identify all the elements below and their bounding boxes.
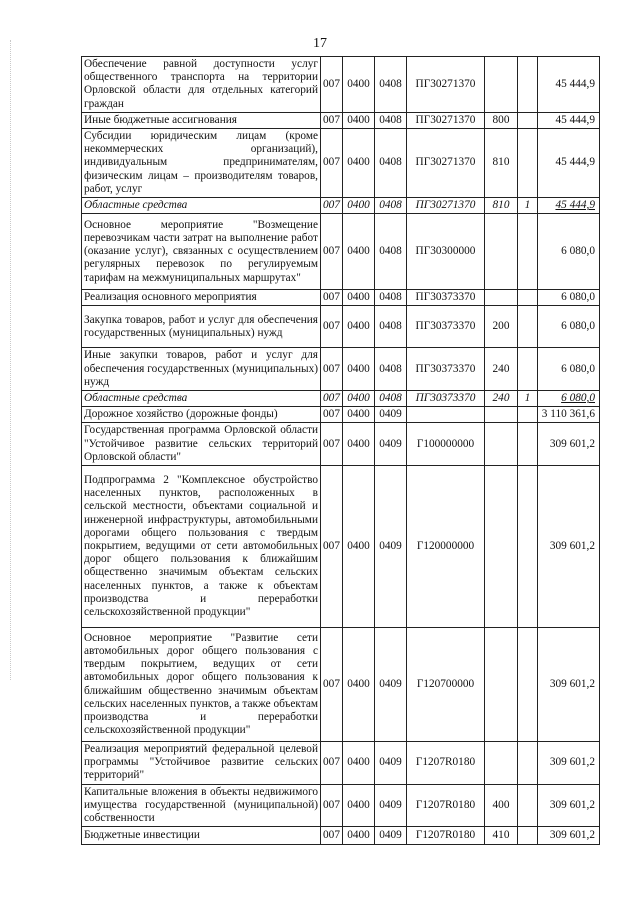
row-amount: 309 601,2 <box>538 742 600 785</box>
row-section: 0400 <box>343 391 375 407</box>
table-row <box>82 827 600 845</box>
table-row <box>82 198 600 214</box>
row-subsection: 0409 <box>375 628 407 742</box>
row-grbs: 007 <box>321 348 343 391</box>
table-row <box>82 290 600 306</box>
row-section: 0400 <box>343 423 375 466</box>
row-amount: 45 444,9 <box>538 57 600 113</box>
row-subsection: 0408 <box>375 112 407 128</box>
row-subsection: 0409 <box>375 423 407 466</box>
row-subsection: 0408 <box>375 290 407 306</box>
row-target-article: ПГ30373370 <box>407 348 485 391</box>
row-section: 0400 <box>343 827 375 845</box>
row-amount: 45 444,9 <box>538 129 600 198</box>
row-grbs: 007 <box>321 742 343 785</box>
row-source: 1 <box>518 198 538 214</box>
row-expense-type: 200 <box>485 306 518 348</box>
row-amount: 309 601,2 <box>538 423 600 466</box>
row-name: Государственная программа Орловской области "Устойчивое развитие сельских территорий Орловской области" <box>82 423 321 466</box>
row-grbs: 007 <box>321 407 343 423</box>
row-grbs: 007 <box>321 628 343 742</box>
table-row <box>82 214 600 290</box>
row-amount: 6 080,0 <box>538 348 600 391</box>
row-expense-type: 810 <box>485 198 518 214</box>
table-row <box>82 784 600 827</box>
row-amount: 6 080,0 <box>538 290 600 306</box>
row-grbs: 007 <box>321 214 343 290</box>
row-source <box>518 214 538 290</box>
row-subsection: 0409 <box>375 466 407 628</box>
row-source <box>518 628 538 742</box>
row-amount: 309 601,2 <box>538 628 600 742</box>
row-expense-type: 410 <box>485 827 518 845</box>
row-target-article: ПГ30373370 <box>407 306 485 348</box>
row-expense-type: 240 <box>485 391 518 407</box>
page-number: 17 <box>313 36 327 51</box>
row-name: Иные бюджетные ассигнования <box>82 112 321 128</box>
row-name: Основное мероприятие "Возмещение перевозчикам части затрат на выполнение работ (оказание услуг), связанных с осуществлением регулярных перевозок по регулируемым тарифам на межмуниципальных маршрутах" <box>82 214 321 290</box>
row-grbs: 007 <box>321 306 343 348</box>
row-source <box>518 290 538 306</box>
row-name: Реализация мероприятий федеральной целевой программы "Устойчивое развитие сельских территорий" <box>82 742 321 785</box>
row-subsection: 0409 <box>375 742 407 785</box>
row-target-article: ПГ30300000 <box>407 214 485 290</box>
row-amount: 45 444,9 <box>538 198 600 214</box>
table-row <box>82 628 600 742</box>
row-target-article: ПГ30271370 <box>407 198 485 214</box>
row-subsection: 0408 <box>375 198 407 214</box>
row-grbs: 007 <box>321 391 343 407</box>
budget-table <box>81 56 600 845</box>
row-section: 0400 <box>343 129 375 198</box>
table-row <box>82 306 600 348</box>
row-name: Обеспечение равной доступности услуг общественного транспорта на территории Орловской области для отдельных категорий граждан <box>82 57 321 113</box>
row-name: Дорожное хозяйство (дорожные фонды) <box>82 407 321 423</box>
row-name: Субсидии юридическим лицам (кроме некоммерческих организаций), индивидуальным предпринимателям, физическим лицам – производителям товаров, работ, услуг <box>82 129 321 198</box>
row-target-article: Г1207R0180 <box>407 742 485 785</box>
row-section: 0400 <box>343 214 375 290</box>
table-row <box>82 466 600 628</box>
table-row <box>82 407 600 423</box>
row-expense-type <box>485 423 518 466</box>
row-expense-type: 240 <box>485 348 518 391</box>
row-source <box>518 112 538 128</box>
row-grbs: 007 <box>321 57 343 113</box>
row-section: 0400 <box>343 290 375 306</box>
row-section: 0400 <box>343 306 375 348</box>
row-subsection: 0409 <box>375 407 407 423</box>
table-row <box>82 112 600 128</box>
row-name: Бюджетные инвестиции <box>82 827 321 845</box>
row-target-article: ПГ30271370 <box>407 57 485 113</box>
row-expense-type <box>485 466 518 628</box>
row-source <box>518 423 538 466</box>
table-row <box>82 129 600 198</box>
row-section: 0400 <box>343 112 375 128</box>
row-source <box>518 742 538 785</box>
row-section: 0400 <box>343 628 375 742</box>
row-grbs: 007 <box>321 198 343 214</box>
row-amount: 6 080,0 <box>538 306 600 348</box>
row-expense-type <box>485 290 518 306</box>
table-row <box>82 391 600 407</box>
row-name: Основное мероприятие "Развитие сети автомобильных дорог общего пользования с твердым покрытием, ведущих от сети автомобильных дорог общего пользования к ближайшим общественно значимым объектам сельских населенных пунктов, а также объектам производства и переработки сельскохозяйственной продукции" <box>82 628 321 742</box>
row-source <box>518 407 538 423</box>
row-name: Капитальные вложения в объекты недвижимого имущества государственной (муниципальной) собственности <box>82 784 321 827</box>
row-expense-type <box>485 214 518 290</box>
row-source <box>518 129 538 198</box>
row-grbs: 007 <box>321 112 343 128</box>
row-subsection: 0408 <box>375 129 407 198</box>
row-amount: 309 601,2 <box>538 466 600 628</box>
row-name: Областные средства <box>82 198 321 214</box>
row-target-article: ПГ30373370 <box>407 391 485 407</box>
row-name: Подпрограмма 2 "Комплексное обустройство населенных пунктов, расположенных в сельской местности, объектами социальной и инженерной инфраструктуры, автомобильными дорогами общего пользования с твердым покрытием, ведущими от сети автомобильных дорог общего пользования к ближайшим общественно значимым объектам сельских населенных пунктов, а также к объектам производства и переработки сельскохозяйственной продукции" <box>82 466 321 628</box>
binding-margin-line <box>10 40 12 680</box>
row-grbs: 007 <box>321 423 343 466</box>
row-section: 0400 <box>343 466 375 628</box>
row-amount: 309 601,2 <box>538 784 600 827</box>
row-expense-type: 800 <box>485 112 518 128</box>
row-grbs: 007 <box>321 466 343 628</box>
row-target-article: Г120000000 <box>407 466 485 628</box>
row-amount: 3 110 361,6 <box>538 407 600 423</box>
row-grbs: 007 <box>321 290 343 306</box>
row-amount: 45 444,9 <box>538 112 600 128</box>
row-section: 0400 <box>343 348 375 391</box>
row-source <box>518 306 538 348</box>
row-subsection: 0408 <box>375 348 407 391</box>
row-source: 1 <box>518 391 538 407</box>
row-section: 0400 <box>343 742 375 785</box>
row-name: Закупка товаров, работ и услуг для обеспечения государственных (муниципальных) нужд <box>82 306 321 348</box>
row-source <box>518 348 538 391</box>
row-grbs: 007 <box>321 129 343 198</box>
row-target-article: ПГ30271370 <box>407 112 485 128</box>
row-subsection: 0408 <box>375 391 407 407</box>
table-row <box>82 742 600 785</box>
row-expense-type: 810 <box>485 129 518 198</box>
row-grbs: 007 <box>321 784 343 827</box>
row-subsection: 0409 <box>375 784 407 827</box>
row-name: Реализация основного мероприятия <box>82 290 321 306</box>
row-section: 0400 <box>343 198 375 214</box>
row-amount: 309 601,2 <box>538 827 600 845</box>
row-expense-type <box>485 57 518 113</box>
row-subsection: 0408 <box>375 57 407 113</box>
row-expense-type <box>485 742 518 785</box>
row-subsection: 0408 <box>375 306 407 348</box>
row-source <box>518 57 538 113</box>
row-section: 0400 <box>343 784 375 827</box>
table-row <box>82 348 600 391</box>
row-name: Иные закупки товаров, работ и услуг для обеспечения государственных (муниципальных) нужд <box>82 348 321 391</box>
row-target-article <box>407 407 485 423</box>
row-subsection: 0408 <box>375 214 407 290</box>
row-source <box>518 784 538 827</box>
row-source <box>518 466 538 628</box>
row-target-article: ПГ30271370 <box>407 129 485 198</box>
row-source <box>518 827 538 845</box>
row-target-article: Г1207R0180 <box>407 827 485 845</box>
row-grbs: 007 <box>321 827 343 845</box>
row-amount: 6 080,0 <box>538 391 600 407</box>
row-name: Областные средства <box>82 391 321 407</box>
row-expense-type <box>485 628 518 742</box>
row-section: 0400 <box>343 407 375 423</box>
table-row <box>82 57 600 113</box>
row-target-article: Г1207R0180 <box>407 784 485 827</box>
row-subsection: 0409 <box>375 827 407 845</box>
row-target-article: Г100000000 <box>407 423 485 466</box>
row-expense-type <box>485 407 518 423</box>
row-amount: 6 080,0 <box>538 214 600 290</box>
row-target-article: ПГ30373370 <box>407 290 485 306</box>
table-row <box>82 423 600 466</box>
row-expense-type: 400 <box>485 784 518 827</box>
row-section: 0400 <box>343 57 375 113</box>
row-target-article: Г120700000 <box>407 628 485 742</box>
